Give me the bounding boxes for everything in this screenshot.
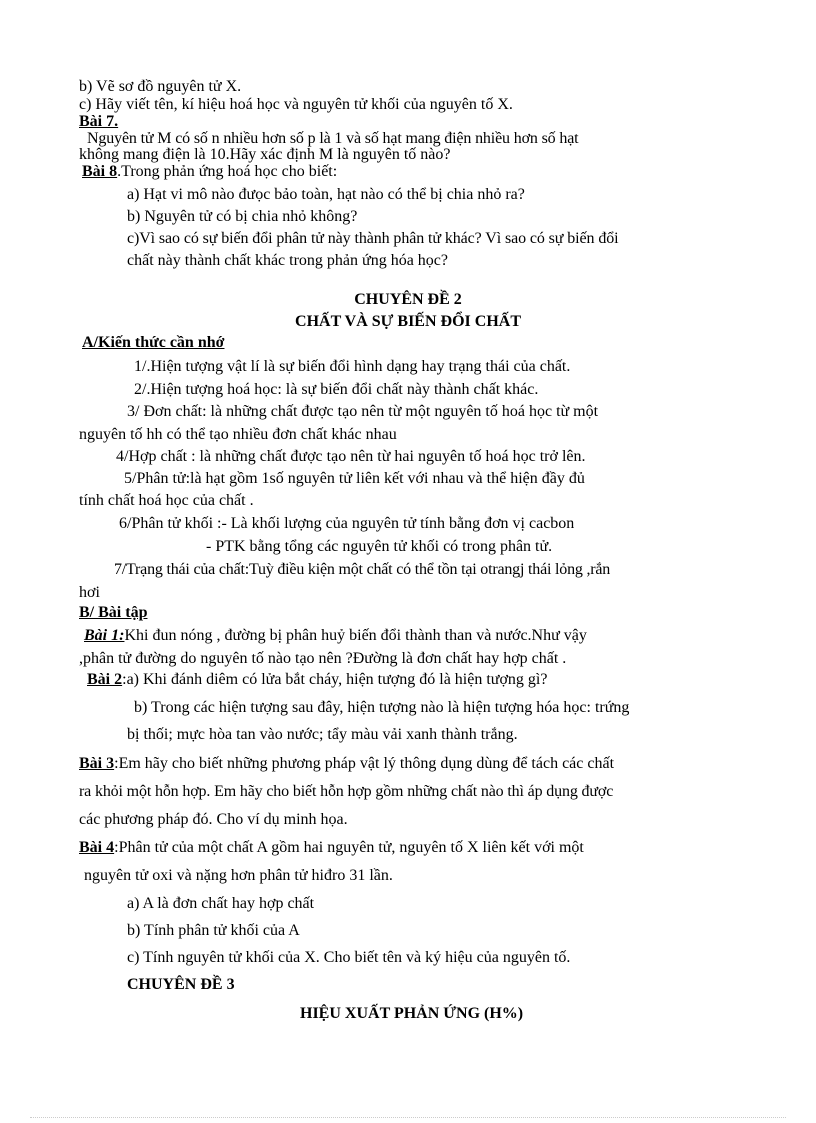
exercise-2-line [87,670,547,690]
exercise-heading: Bài 1: [84,627,125,644]
section-title: CHUYÊN ĐỀ 2 [354,291,462,308]
text-line: 2/.Hiện tượng hoá học: là sự biến đổi chất này thành chất khác. [134,381,539,398]
exercise-4-line [79,838,584,858]
text-line: :Phân tử của một chất A gồm hai nguyên tử, nguyên tố X liên kết với một [114,839,584,856]
text-line: 3/ Đơn chất: là những chất được tạo nên từ một nguyên tố hoá học từ một [127,403,599,420]
exercise-heading: Bài 4 [79,839,115,856]
text-line: a) A là đơn chất hay hợp chất [127,895,315,912]
section-heading: A/Kiến thức cần nhớ [82,334,225,351]
section-heading: B/ Bài tập [79,604,148,621]
exercise-8-line [82,162,337,182]
text-line: 1/.Hiện tượng vật lí là sự biến đổi hình dạng hay trạng thái của chất. [134,358,571,375]
exercise-heading: Bài 2 [87,671,123,688]
section-subtitle: CHẤT VÀ SỰ BIẾN ĐỔI CHẤT [295,313,521,330]
section-subtitle: HIỆU XUẤT PHẢN ỨNG (H%) [300,1005,524,1022]
text-line: c) Hãy viết tên, kí hiệu hoá học và nguyên tử khối của nguyên tố X. [79,96,513,113]
exercise-3-line [79,754,614,774]
text-line: 5/Phân tử:là hạt gồm 1số nguyên tử liên kết với nhau và thể hiện đầy đủ [124,470,585,487]
text-line: 6/Phân tử khối :- Là khối lượng của nguyên tử tính bằng đơn vị cacbon [119,515,575,532]
text-line: tính chất hoá học của chất . [79,492,254,509]
text-line: .Trong phản ứng hoá học cho biết: [117,163,338,180]
text-line: a) Hạt vi mô nào đưọc bảo toàn, hạt nào có thể bị chia nhỏ ra? [127,186,525,203]
exercise-heading: Bài 3 [79,755,115,772]
text-line: :a) Khi đánh diêm có lửa bắt cháy, hiện tượng đó là hiện tượng gì? [122,671,548,688]
exercise-heading: Bài 8 [82,163,118,180]
text-line: c) Tính nguyên tử khối của X. Cho biết tên và ký hiệu của nguyên tố. [127,949,571,966]
text-line: Khi đun nóng , đường bị phân huỷ biến đổi thành than và nước.Như vậy [124,627,587,644]
text-line: nguyên tử oxi và nặng hơn phân tử hiđro 31 lần. [84,867,393,884]
text-line: ra khỏi một hỗn hợp. Em hãy cho biết hỗn hợp gồm những chất nào thì áp dụng được [79,783,614,800]
text-line: b) Trong các hiện tượng sau đây, hiện tượng nào là hiện tượng hóa học: trứng [134,699,630,716]
text-line: b) Tính phân tử khối của A [127,922,300,939]
text-line: - PTK bằng tổng các nguyên tử khối có trong phân tử. [206,538,553,555]
exercise-1-line [84,626,587,646]
text-line: :Em hãy cho biết những phương pháp vật lý thông dụng dùng để tách các chất [114,755,615,772]
text-line: 4/Hợp chất : là những chất được tạo nên từ hai nguyên tố hoá học trở lên. [116,448,586,465]
text-line: nguyên tố hh có thể tạo nhiều đơn chất khác nhau [79,426,397,443]
text-line: Nguyên tử M có số n nhiều hơn số p là 1 và số hạt mang điện nhiều hơn số hạt [87,130,579,147]
text-line: các phương pháp đó. Cho ví dụ minh họa. [79,811,348,828]
text-line: b) Nguyên tử có bị chia nhỏ không? [127,208,358,225]
exercise-heading: Bài 7. [79,113,119,130]
text-line: b) Vẽ sơ đồ nguyên tử X. [79,78,242,95]
text-line: không mang điện là 10.Hãy xác định M là nguyên tố nào? [79,146,451,163]
page-bottom-border [30,1117,786,1118]
text-line: 7/Trạng thái của chất:Tuỳ điều kiện một chất có thể tồn tại otrangj thái lỏng ,rắn [114,561,611,578]
text-line: ,phân tử đường do nguyên tố nào tạo nên ?Đường là đơn chất hay hợp chất . [79,650,567,667]
section-title: CHUYÊN ĐỀ 3 [127,976,235,993]
text-line: bị thối; mực hòa tan vào nước; tẩy màu vải xanh thành trắng. [127,726,518,743]
text-line: chất này thành chất khác trong phản ứng hóa học? [127,252,448,269]
text-line: hơi [79,584,100,601]
text-line: c)Vì sao có sự biến đổi phân tử này thành phân tử khác? Vì sao có sự biến đổi [127,230,619,247]
